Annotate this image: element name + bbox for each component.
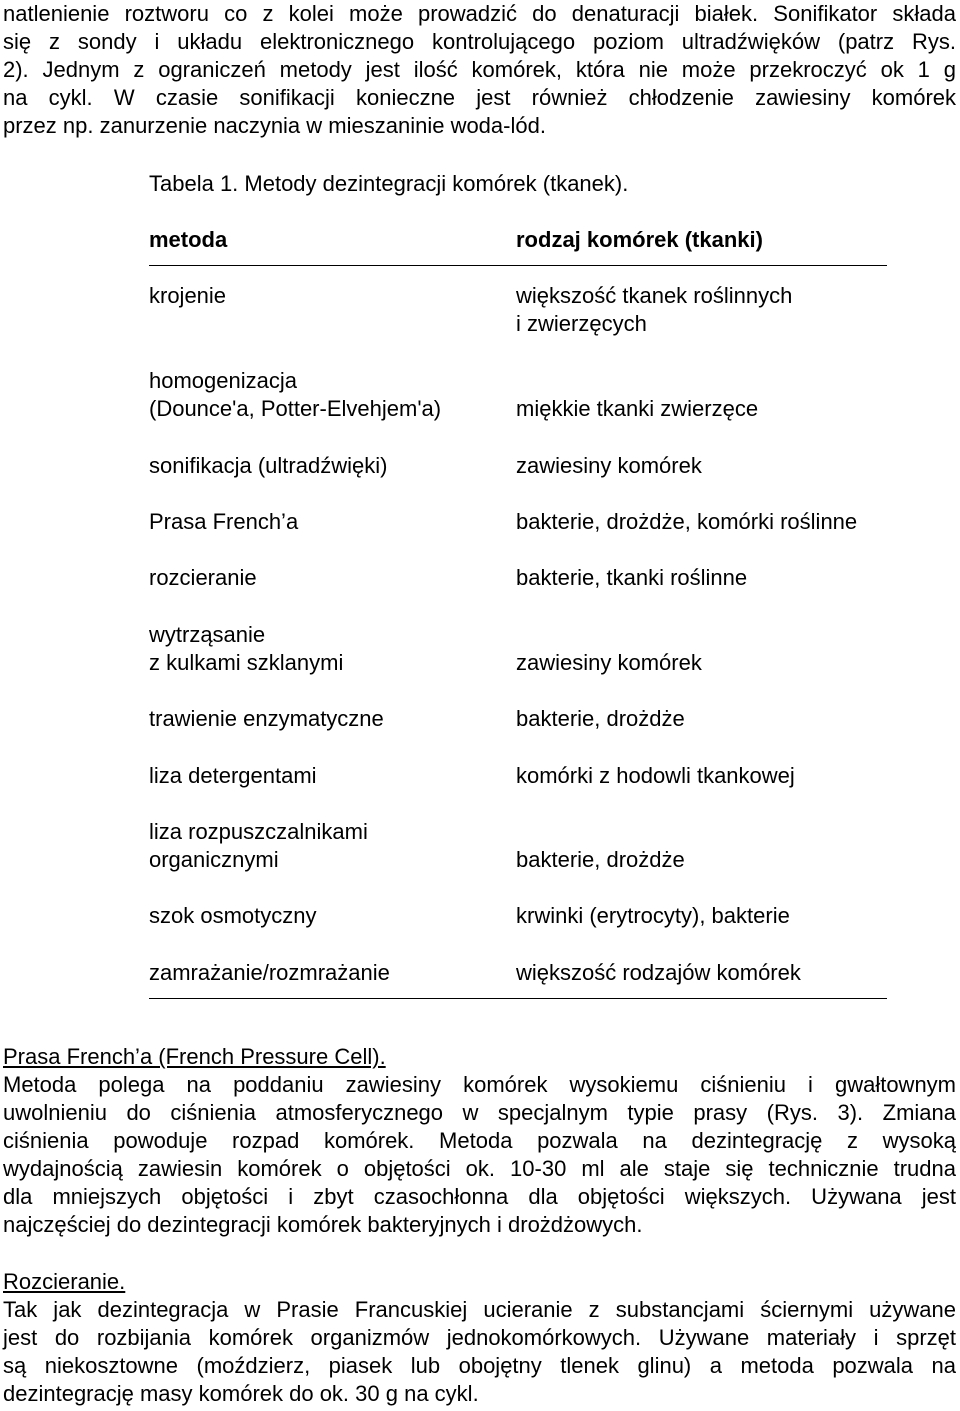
table-cell-type: bakterie, tkanki roślinne [516,565,748,590]
grinding-section [3,1268,956,1408]
french-press-section [3,1043,956,1239]
table-cell-type: miękkie tkanki zwierzęce [516,396,759,421]
table-cell-type: bakterie, drożdże [516,847,685,872]
table-cell-type: i zwierzęcych [516,311,647,336]
table-cell-method: trawienie enzymatyczne [149,706,384,731]
table-cell-type: zawiesiny komórek [516,650,702,675]
table-cell-method: homogenizacja [149,368,297,393]
text-line: wydajnością zawiesin komórek o objętości ok. 10-30 ml ale staje się technicznie trudna [3,1156,956,1181]
column-header-method: metoda [149,227,228,252]
text-line: Tak jak dezintegracja w Prasie Francuskiej ucieranie z substancjami ściernymi używane [3,1297,956,1322]
text-line: przez np. zanurzenie naczynia w mieszaninie woda-lód. [3,113,546,138]
table-cell-type: bakterie, drożdże, komórki roślinne [516,509,858,534]
table-cell-method: z kulkami szklanymi [149,650,344,675]
text-line: na cykl. W czasie sonifikacji konieczne jest również chłodzenie zawiesiny komórek [3,85,956,110]
table-cell-method: organicznymi [149,847,279,872]
section-heading-french-press: Prasa French’a (French Pressure Cell). [3,1044,386,1069]
table-cell-method: liza detergentami [149,763,317,788]
table-cell-type: krwinki (erytrocyty), bakterie [516,903,790,928]
intro-paragraph [3,0,956,140]
text-line: 2). Jednym z ograniczeń metody jest ilość komórek, która nie może przekroczyć ok 1 g [3,57,956,82]
table-cell-method: krojenie [149,283,227,308]
table-cell-method: wytrząsanie [149,622,266,647]
table-cell-method: (Dounce'a, Potter-Elvehjem'a) [149,396,442,421]
table-bottom-rule [149,998,887,999]
column-header-cell-type: rodzaj komórek (tkanki) [516,227,763,252]
table-cell-method: zamrażanie/rozmrażanie [149,960,390,985]
table-cell-type: zawiesiny komórek [516,453,702,478]
table-cell-method: liza rozpuszczalnikami [149,819,368,844]
text-line: uwolnieniu do ciśnienia atmosferycznego w specjalnym typie prasy (Rys. 3). Zmiana [3,1100,956,1125]
text-line: dla mniejszych objętości i zbyt czasochłonna dla objętości większych. Używana jest [3,1184,956,1209]
table-cell-method: sonifikacja (ultradźwięki) [149,453,388,478]
table-cell-type: komórki z hodowli tkankowej [516,763,795,788]
text-line: natlenienie roztworu co z kolei może prowadzić do denaturacji białek. Sonifikator składa [3,1,956,26]
table-cell-method: szok osmotyczny [149,903,317,928]
text-line: ciśnienia powoduje rozpad komórek. Metoda pozwala na dezintegrację z wysoką [3,1128,956,1153]
table-cell-type: większość rodzajów komórek [516,960,801,985]
table-cell-type: większość tkanek roślinnych [516,283,793,308]
table-cell-method: Prasa French’a [149,509,299,534]
table-caption: Tabela 1. Metody dezintegracji komórek (tkanek). [149,171,629,196]
text-line: są niekosztowne (moździerz, piasek lub obojętny tlenek glinu) a metoda pozwala na [3,1353,956,1378]
text-line: jest do rozbijania komórek organizmów jednokomórkowych. Używane materiały i sprzęt [3,1325,956,1350]
text-line: dezintegrację masy komórek do ok. 30 g na cykl. [3,1381,479,1406]
table-cell-type: bakterie, drożdże [516,706,685,731]
table-top-rule [149,265,887,266]
text-line: Metoda polega na poddaniu zawiesiny komórek wysokiemu ciśnieniu i gwałtownym [3,1072,956,1097]
text-line: się z sondy i układu elektronicznego kontrolującego poziom ultradźwięków (patrz Rys. [3,29,956,54]
table-cell-method: rozcieranie [149,565,257,590]
text-line: najczęściej do dezintegracji komórek bakteryjnych i drożdżowych. [3,1212,643,1237]
section-heading-grinding: Rozcieranie. [3,1269,126,1294]
